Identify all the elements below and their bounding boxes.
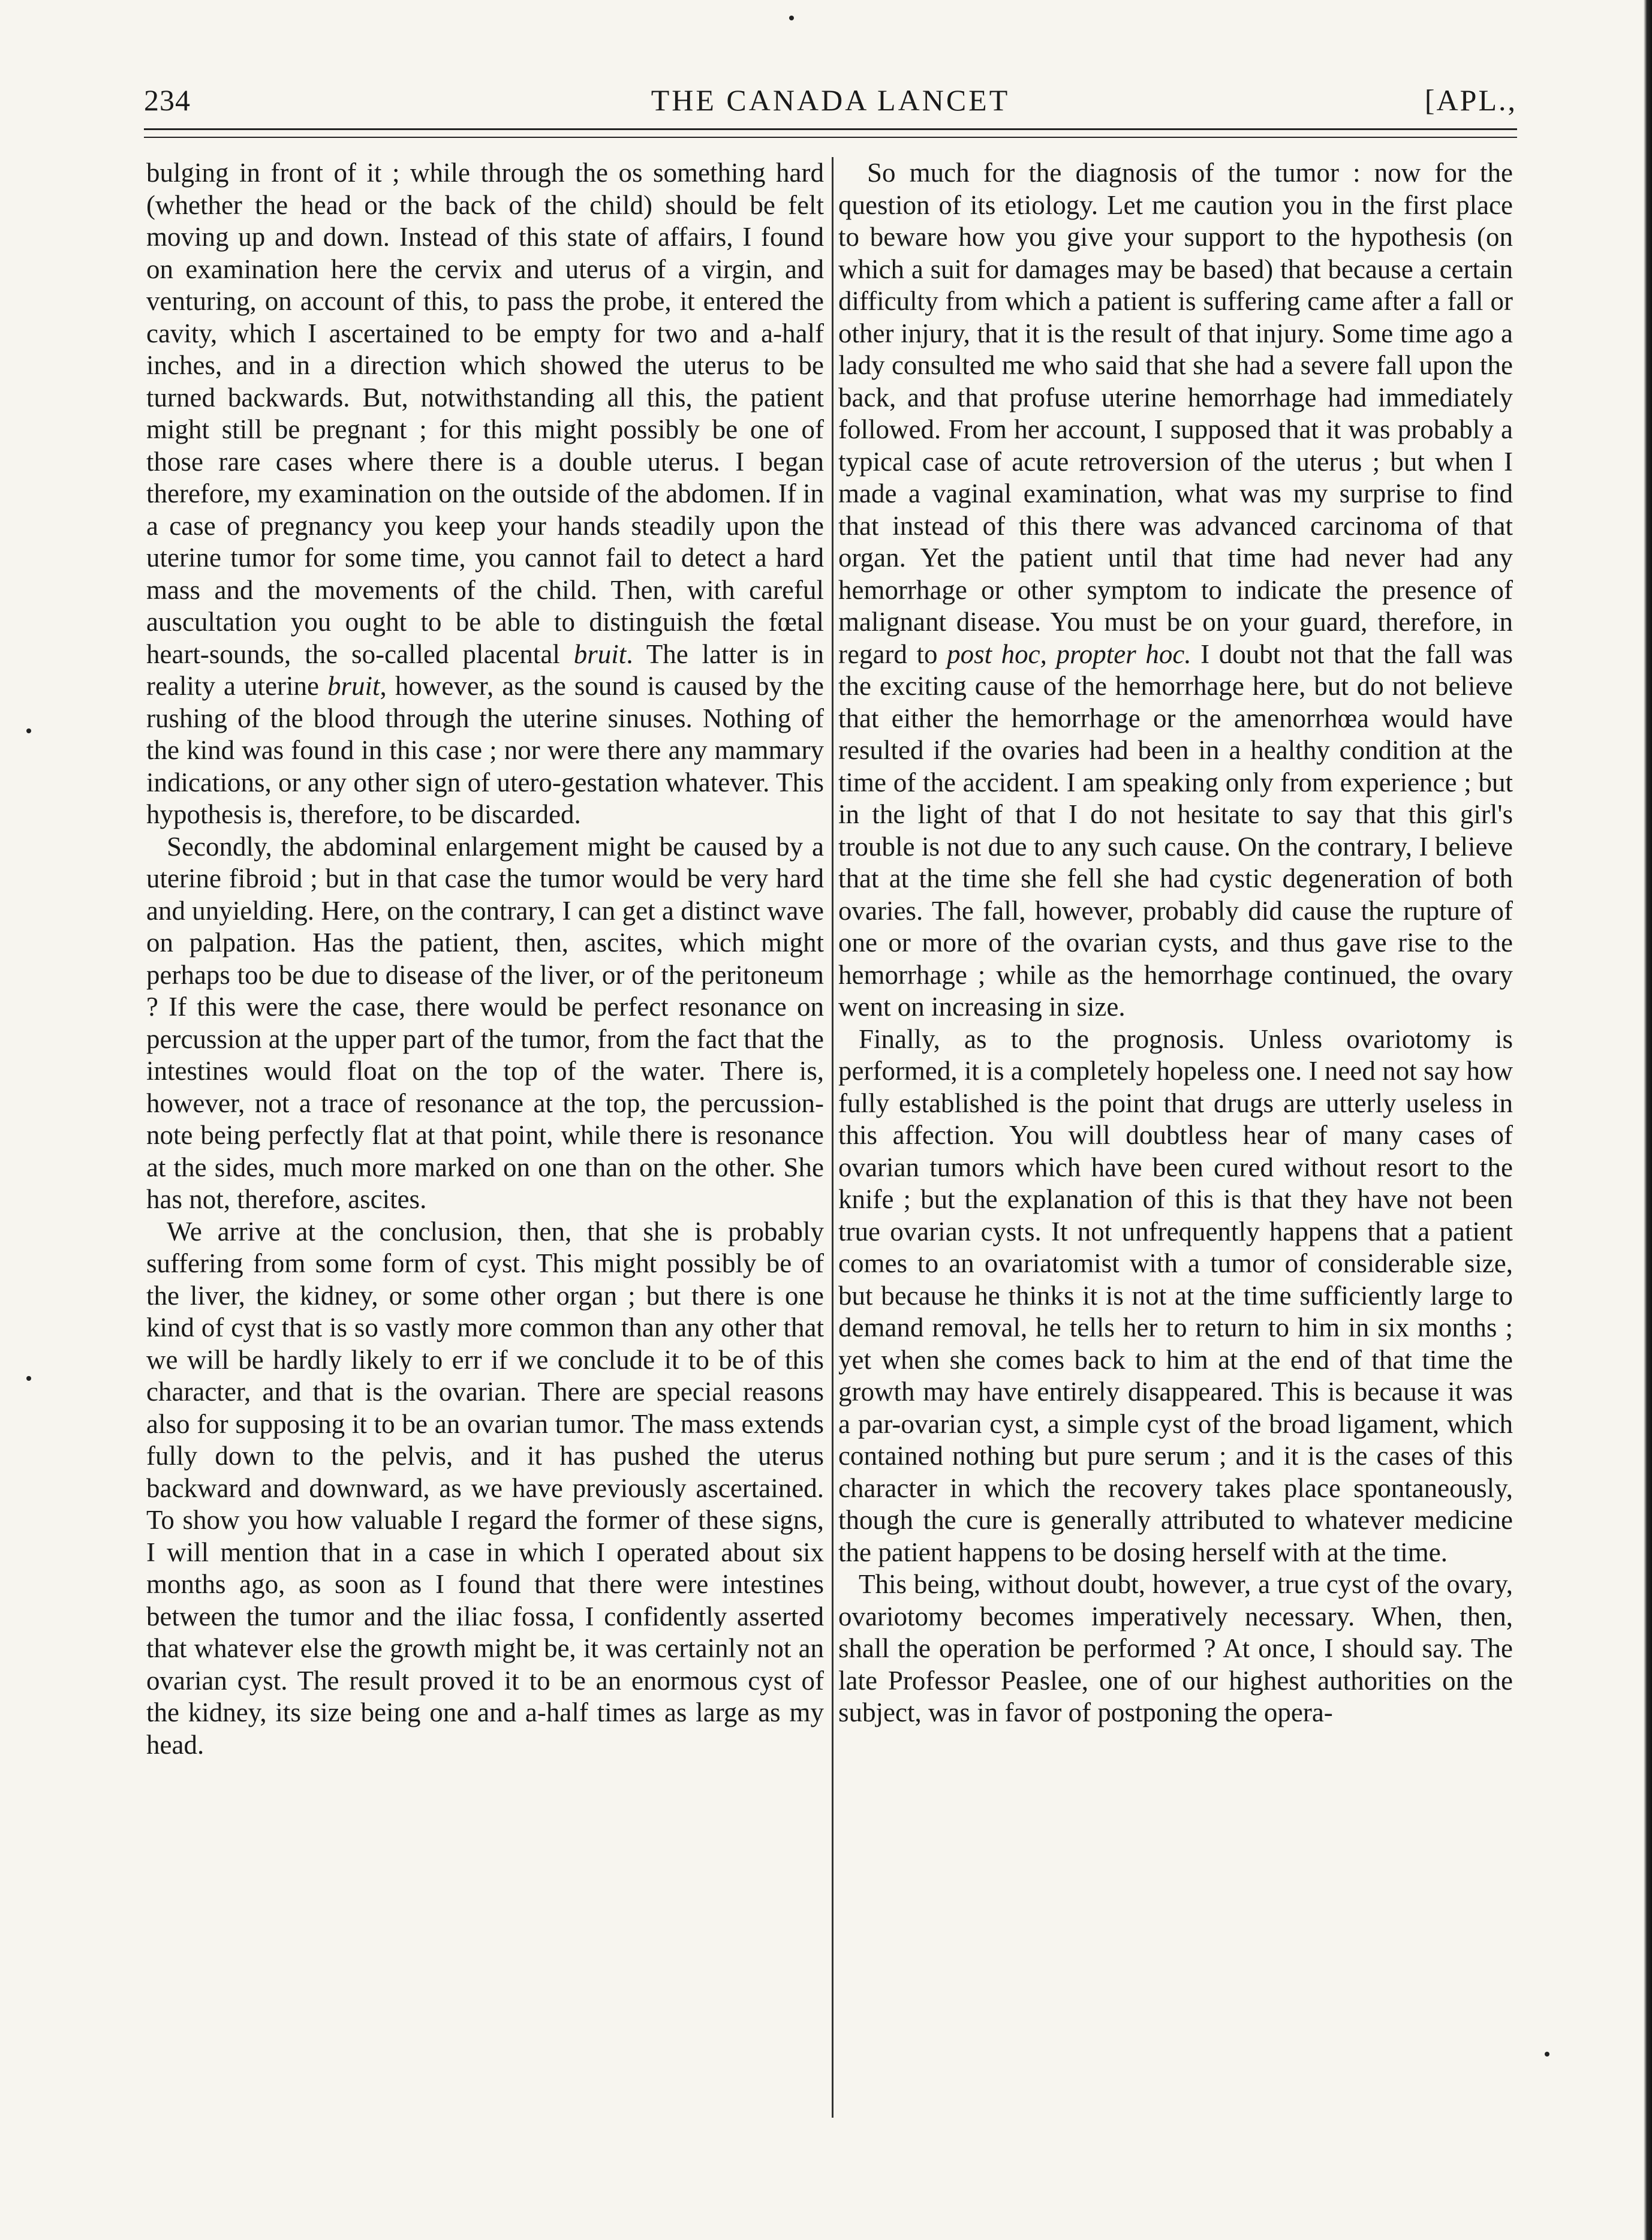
right-paragraph-3: This being, without doubt, however, a true cyst of the ovary, ovariotomy becomes imperatively necessary. When, then, shall the operation be performed ? At once, I should say. The late Professor Peaslee, one of our highest authorities on the subject, was in favor of postponing the opera-: [838, 1569, 1513, 1727]
left-paragraph-3: We arrive at the conclusion, then, that she is probably suffering from some form of cyst. This might possibly be of the liver, the kidney, or some other organ ; but there is one kind of cyst that is so vastly more common than any other that we will be hardly likely to err if we conclude it to be of this character, and that is the ovarian. There are special reasons also for supposing it to be an ovarian tumor. The mass extends fully down to the pelvis, and it has pushed the uterus backward and downward, as we have previously ascertained. To show you how valuable I regard the former of these signs, I will mention that in a case in which I operated about six months ago, as soon as I found that there were intestines between the tumor and the iliac fossa, I confidently asserted that whatever else the growth might be, it was certainly not an ovarian cyst. The result proved it to be an enormous cyst of the kidney, its size being one and a-half times as large as my head.: [146, 1216, 824, 1760]
issue-month: [APL.,: [1424, 83, 1517, 117]
left-paragraph-1-mid: . The latter is in reality a uterine: [146, 639, 824, 701]
left-paragraph-1-text: bulging in front of it ; while through the os something hard (whether the head or the back of the child) should be felt moving up and down. Instead of this state of affairs, I found on examination here the cervix and uterus of a virgin, and venturing, on account of this, to pass the probe, it entered the cavity, which I ascertained to be empty for two and a-half inches, and in a direction which showed the uterus to be turned backwards. But, notwithstanding all this, the patient might still be pregnant ; for this might possibly be one of those rare cases where there is a double uterus. I began therefore, my examination on the outside of the abdomen. If in a case of pregnancy you keep your hands steadily upon the uterine tumor for some time, you cannot fail to detect a hard mass and the movements of the child. Then, with careful auscultation you ought to be able to distinguish the fœtal heart-sounds, the so-called placental: [146, 158, 824, 669]
bruit-italic-2: bruit: [327, 671, 380, 701]
header-rule-bottom: [144, 137, 1517, 138]
right-column: [838, 157, 1513, 1729]
right-paragraph-2: Finally, as to the prognosis. Unless ovariotomy is performed, it is a completely hopeless one. I need not say how fully established is the point that drugs are utterly useless in this affection. You will doubtless hear of many cases of ovarian tumors which have been cured without resort to the knife ; but the explanation of this is that they have not been true ovarian cysts. It not unfrequently happens that a patient comes to an ovariatomist with a tumor of considerable size, but because he thinks it is not at the time sufficiently large to demand removal, he tells her to return to him in six months ; yet when she comes back to him at the end of that time the growth may have entirely disappeared. This is because it was a par-ovarian cyst, a simple cyst of the broad ligament, which contained nothing but pure serum ; and it is the cases of this character in which the recovery takes place spontaneously, though the cure is generally attributed to whatever medicine the patient happens to be dosing herself with at the time.: [838, 1023, 1513, 1567]
right-paragraph-1: [838, 157, 1513, 1023]
left-column: [146, 157, 824, 1761]
scan-speck-left-2: [26, 1376, 31, 1381]
left-paragraph-2: Secondly, the abdominal enlargement might be caused by a uterine fibroid ; but in that case the tumor would be very hard and unyielding. Here, on the contrary, I can get a distinct wave on palpation. Has the patient, then, ascites, which might perhaps too be due to disease of the liver, or of the peritoneum ? If this were the case, there would be perfect resonance on percussion at the upper part of the tumor, from the fact that the intestines would float on the top of the water. There is, however, not a trace of resonance at the top, the percussion-note being perfectly flat at that point, while there is resonance at the sides, much more marked on one than on the other. She has not, therefore, ascites.: [146, 831, 824, 1214]
left-paragraph-1: [146, 157, 824, 831]
post-hoc-italic: post hoc, propter hoc.: [947, 639, 1191, 669]
page-number: 234: [144, 83, 191, 117]
scan-speck-right: [1545, 2052, 1549, 2057]
header-rule-top: [144, 128, 1517, 130]
scan-speck-top: [789, 16, 794, 20]
left-paragraph-1-end: , however, as the sound is caused by the rushing of the blood through the uterine sinuses. Nothing of the kind was found in this case ; nor were there any mammary indications, or any other sign of utero-gestation whatever. This hypothesis is, therefore, to be discarded.: [146, 671, 824, 829]
journal-title: THE CANADA LANCET: [651, 83, 1010, 117]
scan-speck-left-1: [26, 728, 31, 733]
right-paragraph-1-text: So much for the diagnosis of the tumor : now for the question of its etiology. Let me caution you in the first place to beware how you give your support to the hypothesis (on which a suit for damages may be based) that because a certain difficulty from which a patient is suffering came after a fall or other injury, that it is the result of that injury. Some time ago a lady consulted me who said that she had a severe fall upon the back, and that profuse uterine hemorrhage had immediately followed. From her account, I supposed that it was probably a typical case of acute retroversion of the uterus ; but when I made a vaginal examination, what was my surprise to find that instead of this there was advanced carcinoma of that organ. Yet the patient until that time had never had any hemorrhage or other symptom to indicate the presence of malignant disease. You must be on your guard, therefore, in regard to: [838, 158, 1513, 669]
running-header: [144, 83, 1517, 125]
bruit-italic-1: bruit: [573, 639, 627, 669]
column-divider: [832, 157, 833, 2118]
right-paragraph-1-end: I doubt not that the fall was the exciting cause of the hemorrhage here, but do not believe that either the hemorrhage or the amenorrhœa would have resulted if the ovaries had been in a healthy condition at the time of the accident. I am speaking only from experience ; but in the light of that I do not hesitate to say that this girl's trouble is not due to any such cause. On the contrary, I believe that at the time she fell she had cystic degeneration of both ovaries. The fall, however, probably did cause the rupture of one or more of the ovarian cysts, and thus gave rise to the hemorrhage ; while as the hemorrhage continued, the ovary went on increasing in size.: [838, 639, 1513, 1022]
binding-edge: [1644, 0, 1652, 2240]
